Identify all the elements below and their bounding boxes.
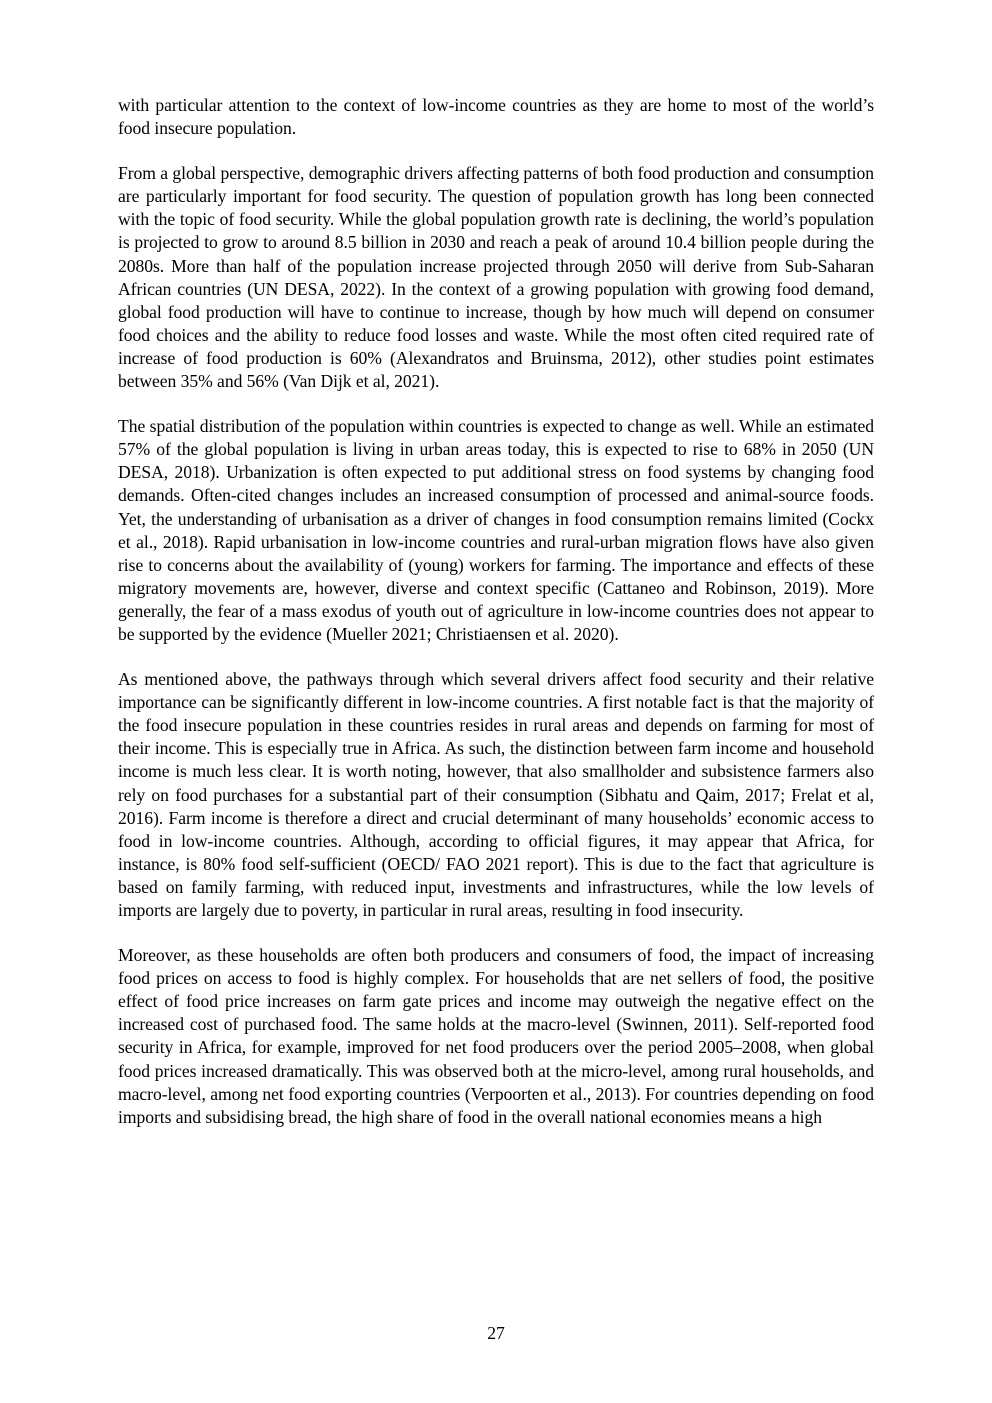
paragraph-food-prices: Moreover, as these households are often both producers and consumers of food, the impact of increasing food prices on access to food is highly complex. For households that are net sellers of food, the positive effect of food price increases on farm gate prices and income may outweigh the negative effect on the increased cost of purchased food. The same holds at the macro-level (Swinnen, 2011). Self-reported food security in Africa, for example, improved for net food producers over the period 2005–2008, when global food prices increased dramatically. This was observed both at the micro-level, among rural households, and macro-level, among net food exporting countries (Verpoorten et al., 2013). For countries depending on food imports and subsidising bread, the high share of food in the overall national economies means a high <box>118 945 874 1127</box>
paragraph-low-income-pathways: As mentioned above, the pathways through which several drivers affect food security and their relative importance can be significantly different in low-income countries. A first notable fact is that the majority of the food insecure population in these countries resides in rural areas and depends on farming for most of their income. This is especially true in Africa. As such, the distinction between farm income and household income is much less clear. It is worth noting, however, that also smallholder and subsistence farmers also rely on food purchases for a substantial part of their consumption (Sibhatu and Qaim, 2017; Frelat et al, 2016). Farm income is therefore a direct and crucial determinant of many households’ economic access to food in low-income countries. Although, according to official figures, it may appear that Africa, for instance, is 80% food self-sufficient (OECD/ FAO 2021 report). This is due to the fact that agriculture is based on family farming, with reduced input, investments and infrastructures, while the low levels of imports are largely due to poverty, in particular in rural areas, resulting in food insecurity. <box>118 669 874 920</box>
paragraph-continuation: with particular attention to the context of low-income countries as they are home to most of the world’s food insecure population. <box>118 95 874 139</box>
paragraph-urbanization: The spatial distribution of the population within countries is expected to change as well. While an estimated 57% of the global population is living in urban areas today, this is expected to rise to 68% in 2050 (UN DESA, 2018). Urbanization is often expected to put additional stress on food systems by changing food demands. Often-cited changes includes an increased consumption of processed and animal-source foods. Yet, the understanding of urbanisation as a driver of changes in food consumption remains limited (Cockx et al., 2018). Rapid urbanisation in low-income countries and rural-urban migration flows have also given rise to concerns about the availability of (young) workers for farming. The importance and effects of these migratory movements are, however, diverse and context specific (Cattaneo and Robinson, 2019). More generally, the fear of a mass exodus of youth out of agriculture in low-income countries does not appear to be supported by the evidence (Mueller 2021; Christiaensen et al. 2020). <box>118 416 874 644</box>
text-body <box>118 94 874 1151</box>
paragraph-population-growth: From a global perspective, demographic drivers affecting patterns of both food production and consumption are particularly important for food security. The question of population growth has long been connected with the topic of food security. While the global population growth rate is declining, the world’s population is projected to grow to around 8.5 billion in 2030 and reach a peak of around 10.4 billion people during the 2080s. More than half of the population increase projected through 2050 will derive from Sub-Saharan African countries (UN DESA, 2022). In the context of a growing population with growing food demand, global food production will have to continue to increase, though by how much will depend on consumer food choices and the ability to reduce food losses and waste. While the most often cited required rate of increase of food production is 60% (Alexandratos and Bruinsma, 2012), other studies point estimates between 35% and 56% (Van Dijk et al, 2021). <box>118 163 874 392</box>
page-number: 27 <box>487 1323 505 1343</box>
